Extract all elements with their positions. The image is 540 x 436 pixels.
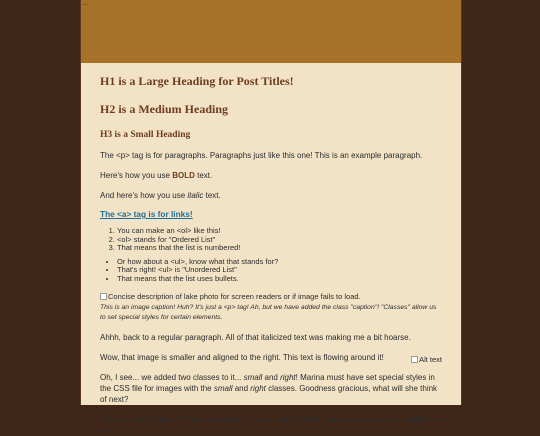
main-content <box>81 63 461 436</box>
paragraph-wow <box>100 352 442 363</box>
small-right-image <box>411 354 442 365</box>
oh-right: right <box>280 372 296 382</box>
oh-text-1: Oh, I see... we added two classes to it... <box>100 372 244 382</box>
oh-text-2: ! Marina must have set special styles in the CSS file for images with the <box>100 372 435 393</box>
bold-outro: text. <box>194 171 213 180</box>
oh-and: and <box>262 372 281 382</box>
list-item: • That's right! <ul> is "Unordered List" <box>117 266 442 275</box>
bold-word: BOLD <box>172 171 195 180</box>
bold-intro: Here's how you use <box>100 171 173 180</box>
broken-image-icon <box>411 356 418 363</box>
oh-small: small <box>243 372 263 382</box>
paragraph-back: Ahhh, back to a regular paragraph. All of that italicized text was making me a bit hoarse. <box>100 332 411 342</box>
wow-text: Wow, that image is smaller and aligned to the right. This text is flowing around it! <box>100 352 384 362</box>
paragraph-p-tag: The <p> tag is for paragraphs. Paragraphs just like this one! This is an example paragraph. <box>100 151 423 160</box>
alt-text: Alt text <box>419 354 442 364</box>
heading-h2: H2 is a Medium Heading <box>100 102 229 116</box>
list-item: 2. <ol> stands for "Ordered List" <box>117 236 442 245</box>
oh-text-3: classes. Goodness gracious, what will she think of next? <box>100 383 438 404</box>
lake-image-broken <box>100 292 442 301</box>
example-link[interactable]: The <a> tag is for links! <box>100 209 193 219</box>
ordered-list <box>100 227 442 253</box>
oh-and-2: and <box>232 383 251 393</box>
unordered-list <box>100 258 442 284</box>
paragraph-phone: You might be confused if you're viewing this on a phone. When the screen gets really small, then the <box>100 414 442 435</box>
list-item: • Or how about a <ul>, know what that stands for? <box>117 258 442 267</box>
header-banner <box>81 0 461 63</box>
paragraph-bold <box>100 170 442 181</box>
italic-intro: And here's how you use <box>100 191 188 200</box>
image-caption: This is an image caption! Huh? It's just a <p> tag! Ah, but we have added the class "caption"! "Classes" allow us to set special styles for certain elements. <box>100 303 437 321</box>
page-container <box>80 0 462 435</box>
list-item: • That means that the list uses bullets. <box>117 275 442 284</box>
oh-right-2: right <box>250 383 266 393</box>
heading-h3: H3 is a Small Heading <box>100 130 191 140</box>
lake-image-alt-text: Concise description of lake photo for screen readers or if image fails to load. <box>108 291 361 301</box>
italic-word: italic <box>187 191 204 200</box>
header-dots: ... <box>82 0 88 7</box>
list-item: 3. That means that the list is numbered! <box>117 244 442 253</box>
broken-image-icon <box>100 293 107 300</box>
paragraph-italic <box>100 190 442 201</box>
heading-h1: H1 is a Large Heading for Post Titles! <box>100 74 294 88</box>
oh-small-2: small <box>213 383 233 393</box>
italic-outro: text. <box>203 191 221 200</box>
list-item: 1. You can make an <ol> like this! <box>117 227 442 236</box>
paragraph-oh <box>100 372 442 405</box>
